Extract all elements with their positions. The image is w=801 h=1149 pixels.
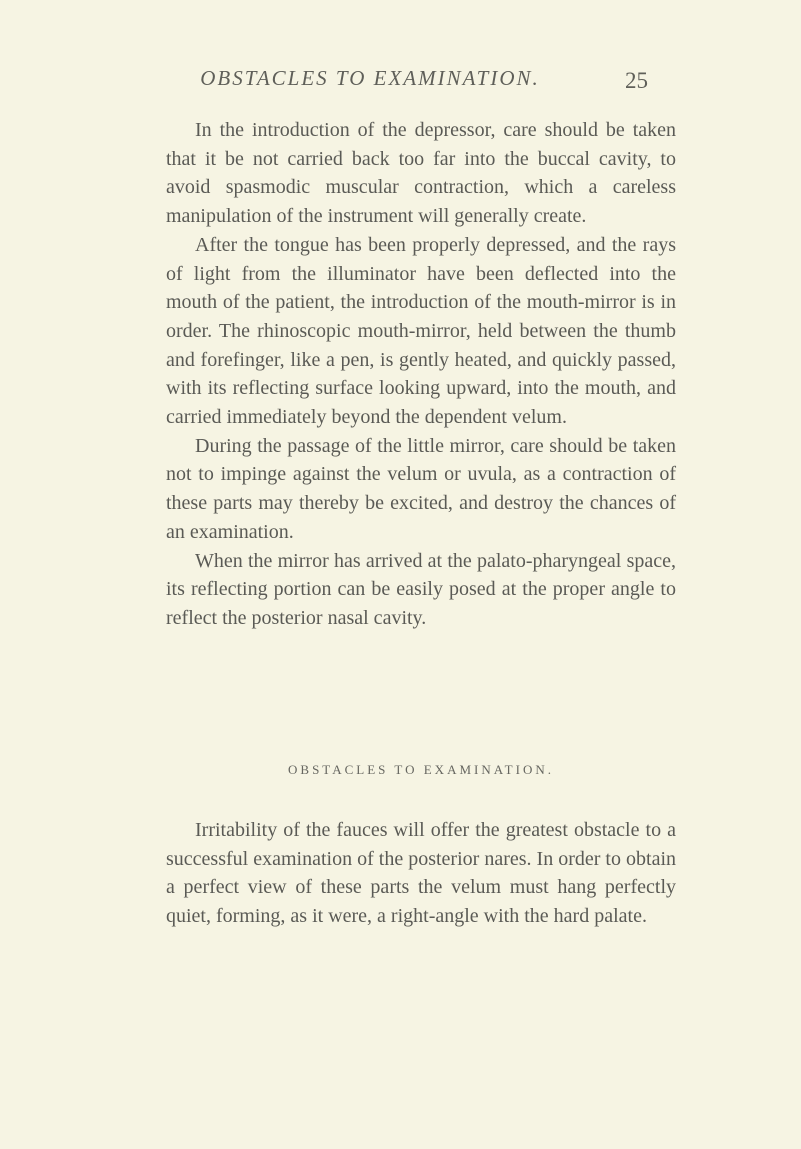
paragraph-velum-caution: During the passage of the little mirror, care should be taken not to impinge against the velum or uvula, as a contraction of these parts may thereby be excited, and destroy the chances of an examination. — [166, 434, 676, 543]
running-title: OBSTACLES TO EXAMINATION. — [200, 66, 540, 90]
section-body — [166, 816, 676, 931]
paragraph-depressor: In the introduction of the depressor, care should be taken that it be not carried back too far into the buccal cavity, to avoid spasmodic muscular contraction, which a careless manipulation of the instrument will generally create. — [166, 119, 676, 228]
page-number: 25 — [625, 68, 648, 93]
body-text — [166, 116, 676, 633]
paragraph-mouth-mirror: After the tongue has been properly depressed, and the rays of light from the illuminator have been deflected into the mouth of the patient, the introduction of the mouth-mirror is in order. The rhinoscopic mouth-mirror, held between the thumb and forefinger, like a pen, is gently heated, and quickly passed, with its reflecting surface looking upward, into the mouth, and carried immediately beyond the dependent velum. — [166, 233, 676, 429]
paragraph-palato-pharyngeal: When the mirror has arrived at the palato-pharyngeal space, its reflecting portion can be easily posed at the proper angle to reflect the posterior nasal cavity. — [166, 549, 676, 629]
paragraph-irritability: Irritability of the fauces will offer the greatest obstacle to a successful examination of the posterior nares. In order to obtain a perfect view of these parts the velum must hang perfectly quiet, forming, as it were, a right-angle with the hard palate. — [166, 819, 676, 928]
section-heading: OBSTACLES TO EXAMINATION. — [288, 762, 554, 777]
